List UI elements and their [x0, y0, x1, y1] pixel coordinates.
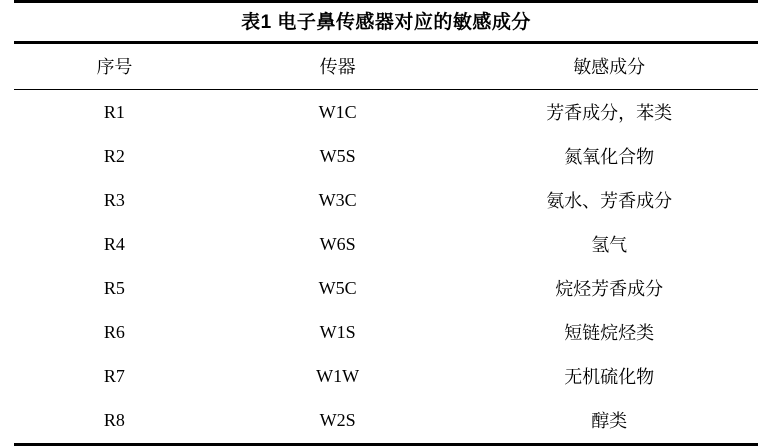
sensor-table — [14, 41, 758, 446]
cell-index: R2 — [103, 145, 125, 166]
cell-component: 氮氧化合物 — [564, 147, 655, 167]
cell-index: R1 — [103, 101, 125, 122]
column-header-index: 序号 — [14, 43, 215, 90]
table-header-row — [14, 43, 758, 90]
cell-index: R7 — [103, 365, 125, 386]
cell-index: R3 — [103, 189, 125, 210]
table-row — [14, 178, 758, 222]
cell-index: R8 — [14, 398, 215, 445]
table-body — [14, 90, 758, 445]
cell-sensor: W5C — [318, 277, 357, 298]
column-header-sensor: 传器 — [215, 43, 461, 90]
table-row — [14, 134, 758, 178]
table-caption: 表1 电子鼻传感器对应的敏感成分 — [241, 12, 531, 33]
table-row — [14, 90, 758, 135]
cell-component: 烷烃芳香成分 — [555, 279, 664, 299]
cell-component: 氢气 — [591, 235, 628, 255]
column-header-component: 敏感成分 — [460, 43, 758, 90]
table-row — [14, 266, 758, 310]
table-row — [14, 310, 758, 354]
cell-sensor: W2S — [215, 398, 461, 445]
cell-component: 芳香成分，苯类 — [546, 103, 673, 123]
cell-component: 无机硫化物 — [564, 367, 655, 387]
cell-sensor: W3C — [318, 189, 357, 210]
cell-sensor: W1C — [318, 101, 357, 122]
cell-sensor: W5S — [319, 145, 356, 166]
cell-index: R6 — [103, 321, 125, 342]
table-row — [14, 398, 758, 445]
cell-sensor: W1W — [316, 365, 360, 386]
cell-sensor: W6S — [319, 233, 356, 254]
cell-component: 短链烷烃类 — [564, 323, 655, 343]
cell-component: 氨水、芳香成分 — [546, 191, 673, 211]
cell-index: R4 — [103, 233, 125, 254]
cell-index: R5 — [103, 277, 125, 298]
cell-sensor: W1S — [319, 321, 356, 342]
table-row — [14, 354, 758, 398]
table-row — [14, 222, 758, 266]
table-header — [14, 43, 758, 90]
cell-component: 醇类 — [460, 398, 758, 445]
